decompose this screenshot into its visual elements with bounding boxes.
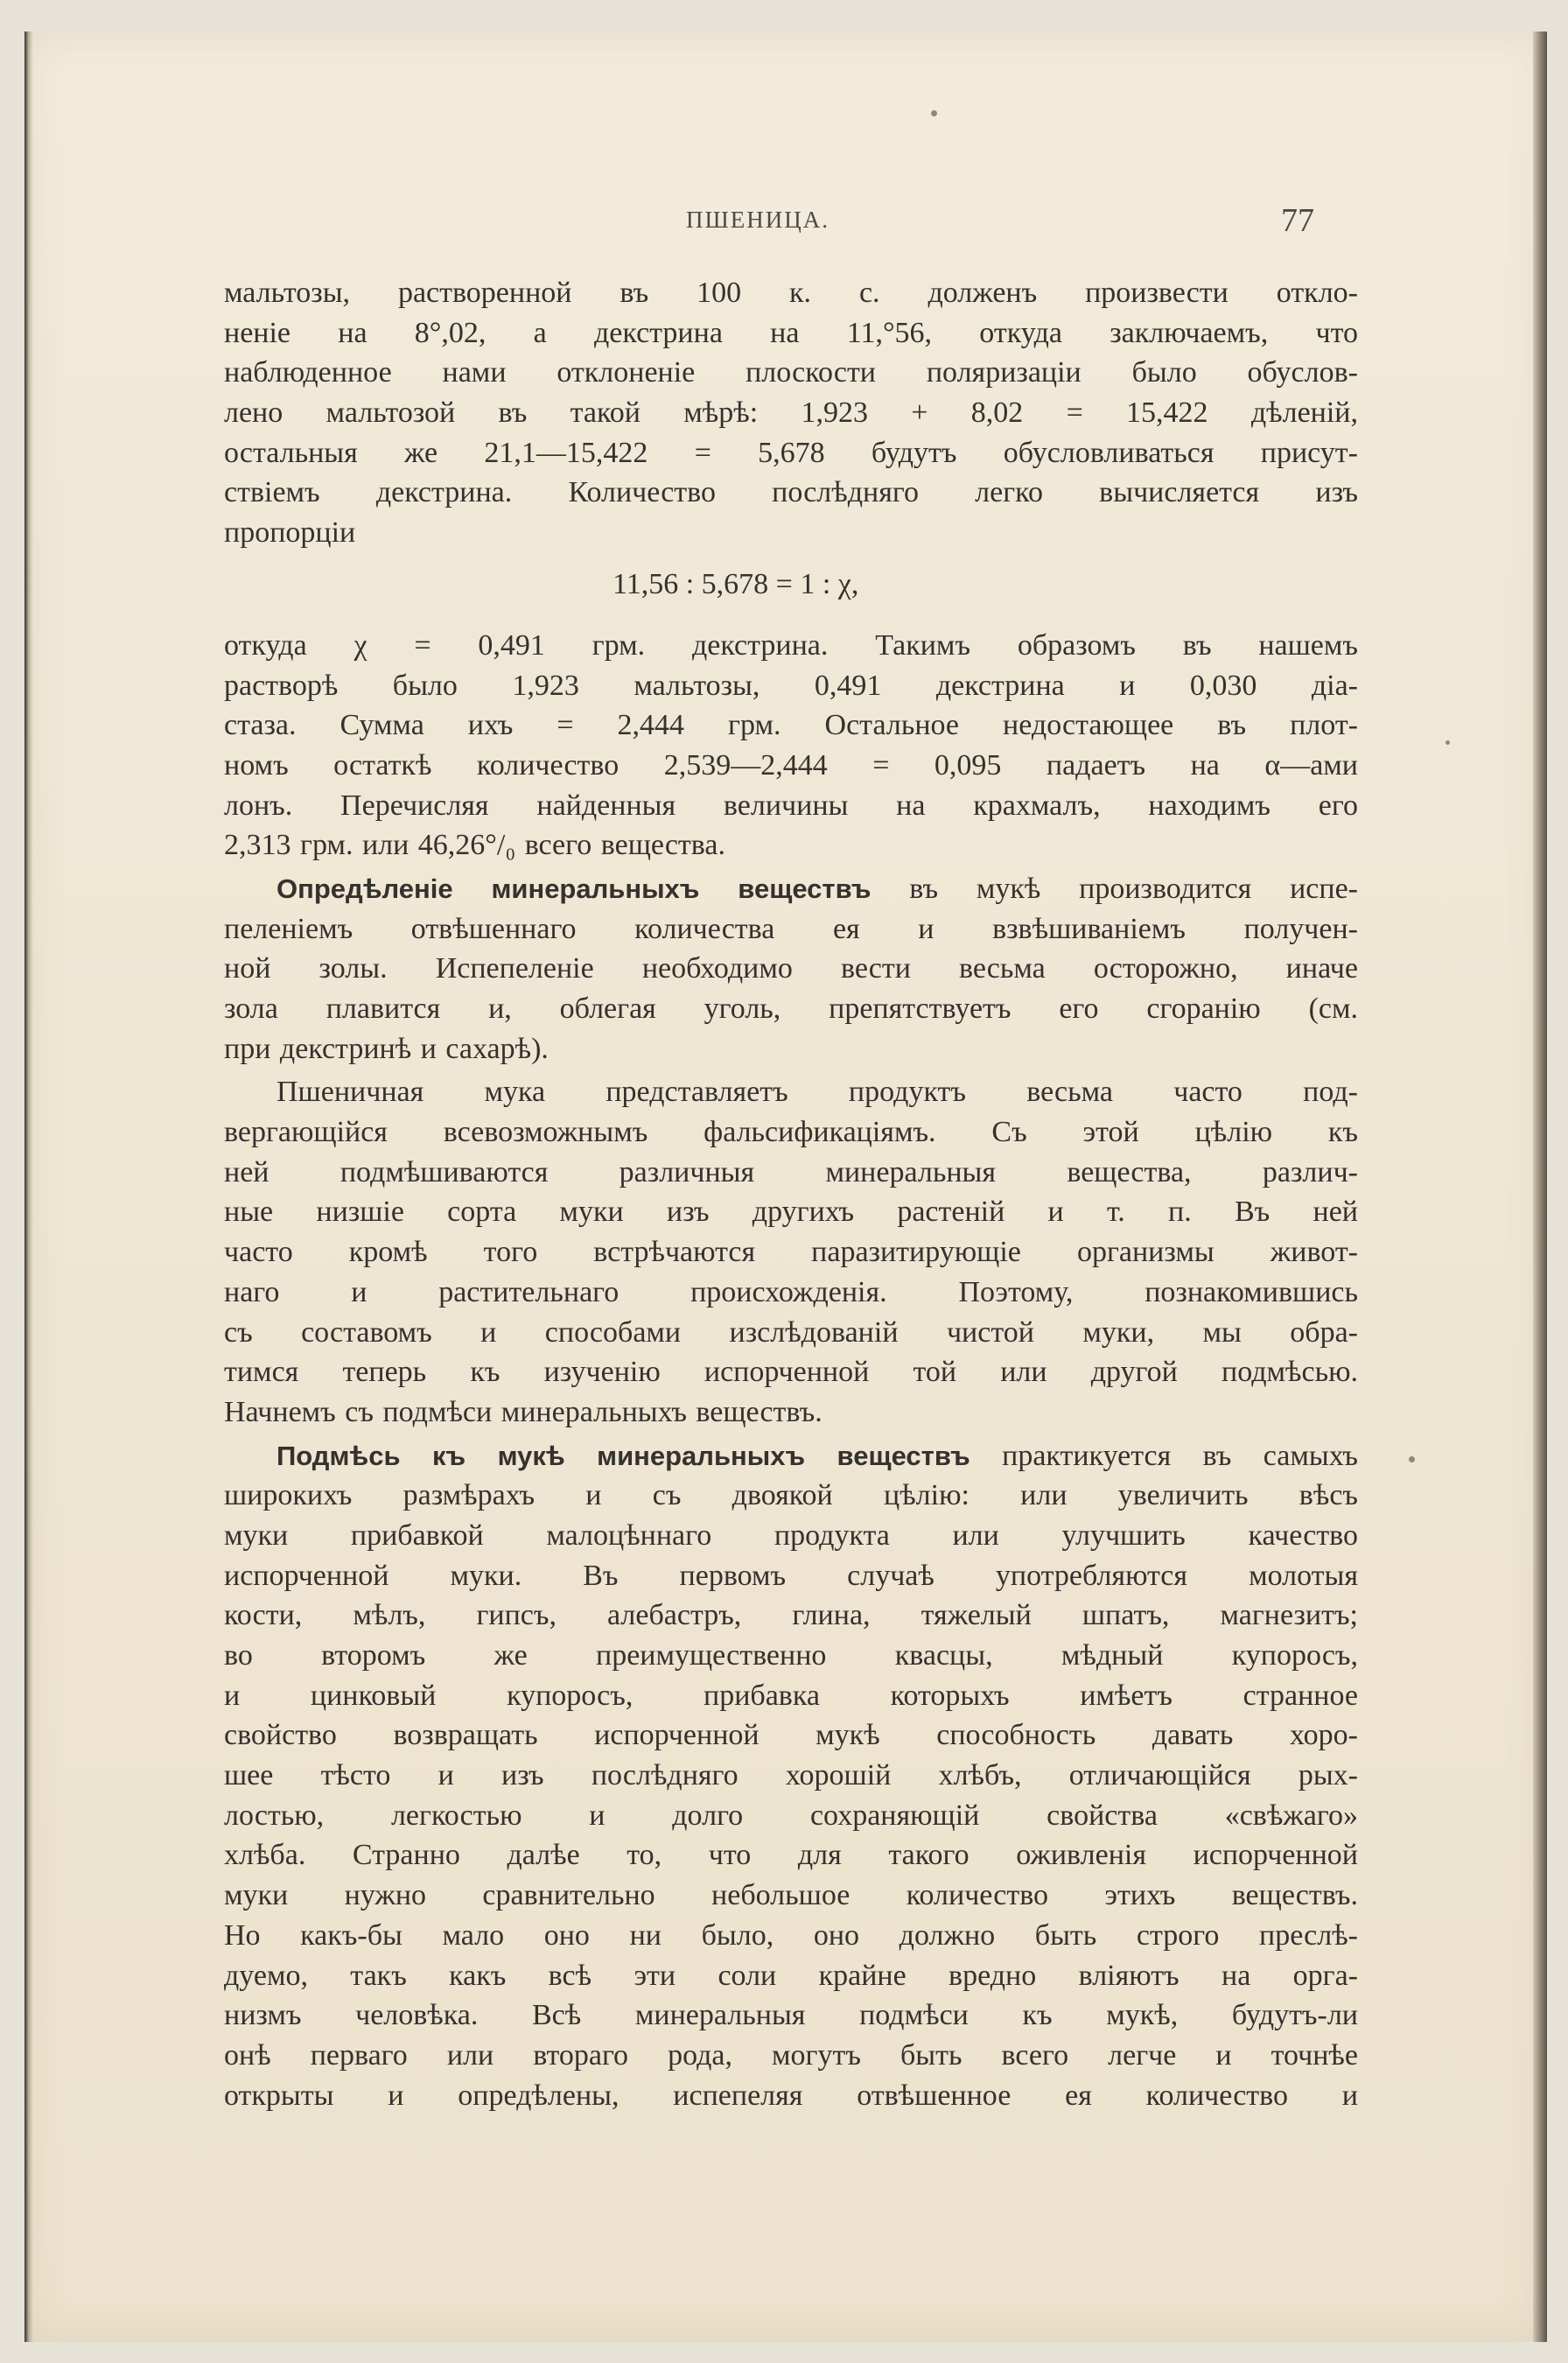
- text-line: вергающійся всевозможнымъ фальсификаціямъ. Съ этой цѣлію къ: [224, 1116, 1358, 1149]
- text-line: Пшеничная мука представляетъ продуктъ весьма часто под-: [276, 1076, 1358, 1109]
- line-continuation: въ мукѣ производится испе-: [871, 872, 1358, 905]
- text-line: пеленіемъ отвѣшеннаго количества ея и взвѣшиваніемъ получен-: [224, 912, 1358, 945]
- text-line: во второмъ же преимущественно квасцы, мѣдный купоросъ,: [224, 1639, 1358, 1672]
- running-head: ПШЕНИЦА.: [686, 207, 830, 233]
- text-line: тимся теперь къ изученію испорченной той или другой подмѣсью.: [224, 1356, 1358, 1389]
- text-line: шее тѣсто и изъ послѣдняго хорошій хлѣбъ, отличающійся рых-: [224, 1759, 1358, 1792]
- text-line: Но какъ-бы мало оно ни было, оно должно быть строго преслѣ-: [224, 1918, 1358, 1952]
- paper-speck: [1446, 740, 1450, 745]
- text-line: откуда χ = 0,491 грм. декстрина. Такимъ образомъ въ нашемъ: [224, 628, 1358, 662]
- text-line: и цинковый купоросъ, прибавка которыхъ имѣетъ странное: [224, 1679, 1358, 1712]
- text-line: пропорціи: [224, 516, 356, 550]
- text-line: часто кромѣ того встрѣчаются паразитирующіе организмы живот-: [224, 1236, 1358, 1269]
- text-line: лостью, легкостью и долго сохраняющій свойства «свѣжаго»: [224, 1799, 1358, 1832]
- page-number: 77: [1281, 202, 1314, 239]
- text-line: стаза. Сумма ихъ = 2,444 грм. Остальное недостающее въ плот-: [224, 709, 1358, 742]
- text-line: низмъ человѣка. Всѣ минеральныя подмѣси къ мукѣ, будутъ-ли: [224, 1999, 1358, 2032]
- paper-speck: [931, 110, 937, 116]
- text-line: остальныя же 21,1—15,422 = 5,678 будутъ обусловливаться присут-: [224, 436, 1358, 469]
- text-line: лено мальтозой въ такой мѣрѣ: 1,923 + 8,02 = 15,422 дѣленій,: [224, 396, 1358, 430]
- text-line: 2,313 грм. или 46,26°/₀ всего вещества.: [224, 829, 725, 862]
- text-line: ствіемъ декстрина. Количество послѣдняго легко вычисляется изъ: [224, 476, 1358, 509]
- text-line: широкихъ размѣрахъ и съ двоякой цѣлію: или увеличить вѣсъ: [224, 1479, 1358, 1512]
- text-line: мальтозы, растворенной въ 100 к. с. долженъ произвести откло-: [224, 277, 1358, 309]
- text-line: свойство возвращать испорченной мукѣ способность давать хоро-: [224, 1719, 1358, 1752]
- text-line: растворѣ было 1,923 мальтозы, 0,491 декстрина и 0,030 діа-: [224, 669, 1358, 702]
- text-line: ной золы. Испепеленіе необходимо вести весьма осторожно, иначе: [224, 952, 1358, 985]
- text-line: муки нужно сравнительно небольшое количество этихъ веществъ.: [224, 1879, 1358, 1912]
- text-line: открыты и опредѣлены, испепеляя отвѣшенное ея количество и: [224, 2079, 1358, 2112]
- paper-speck: [1409, 1456, 1415, 1462]
- text-line: дуемо, такъ какъ всѣ эти соли крайне вредно вліяютъ на орга-: [224, 1959, 1358, 1992]
- text-line: муки прибавкой малоцѣннаго продукта или улучшить качество: [224, 1518, 1358, 1552]
- page-right-edge: [1533, 32, 1547, 2342]
- text-line: номъ остаткѣ количество 2,539—2,444 = 0,095 падаетъ на α—ами: [224, 748, 1358, 782]
- run-in-heading: Подмѣсь къ мукѣ минеральныхъ веществъ: [276, 1440, 970, 1471]
- text-line: ней подмѣшиваются различныя минеральныя вещества, различ-: [224, 1155, 1358, 1189]
- paragraph-first-line: [224, 869, 1358, 909]
- line-continuation: практикуется въ самыхъ: [970, 1439, 1358, 1472]
- text-line: ные низшіе сорта муки изъ другихъ растеній и т. п. Въ ней: [224, 1196, 1358, 1229]
- run-in-heading: Опредѣленіе минеральныхъ веществъ: [276, 873, 872, 904]
- text-line: при декстринѣ и сахарѣ).: [224, 1032, 549, 1065]
- text-line: кости, мѣлъ, гипсъ, алебастръ, глина, тяжелый шпатъ, магнезитъ;: [224, 1599, 1358, 1632]
- text-line: онѣ перваго или втораго рода, могутъ быть всего легче и точнѣе: [224, 2038, 1358, 2072]
- text-line: зола плавится и, облегая уголь, препятствуетъ его сгоранію (см.: [224, 992, 1358, 1025]
- text-line: Начнемъ съ подмѣси минеральныхъ веществъ.: [224, 1395, 822, 1428]
- text-line: неніе на 8°,02, а декстрина на 11,°56, откуда заключаемъ, что: [224, 316, 1358, 349]
- page-left-shadow: [24, 32, 33, 2342]
- proportion-formula: 11,56 : 5,678 = 1 : χ,: [612, 567, 859, 600]
- book-page: [24, 32, 1547, 2342]
- text-line: хлѣба. Странно далѣе то, что для такого оживленія испорченной: [224, 1839, 1358, 1872]
- body-text: [224, 273, 1358, 2115]
- text-line: наго и растительнаго происхожденія. Поэтому, познакомившись: [224, 1275, 1358, 1308]
- page-header: [686, 202, 1368, 245]
- text-line: испорченной муки. Въ первомъ случаѣ употребляются молотыя: [224, 1559, 1358, 1592]
- text-line: наблюденное нами отклоненіе плоскости поляризаціи было обуслов-: [224, 356, 1358, 389]
- formula-spacer: [224, 615, 1358, 626]
- text-line: съ составомъ и способами изслѣдованій чистой муки, мы обра-: [224, 1315, 1358, 1349]
- paragraph-first-line: [224, 1436, 1358, 1476]
- text-line: лонъ. Перечисляя найденныя величины на крахмалъ, находимъ его: [224, 789, 1358, 822]
